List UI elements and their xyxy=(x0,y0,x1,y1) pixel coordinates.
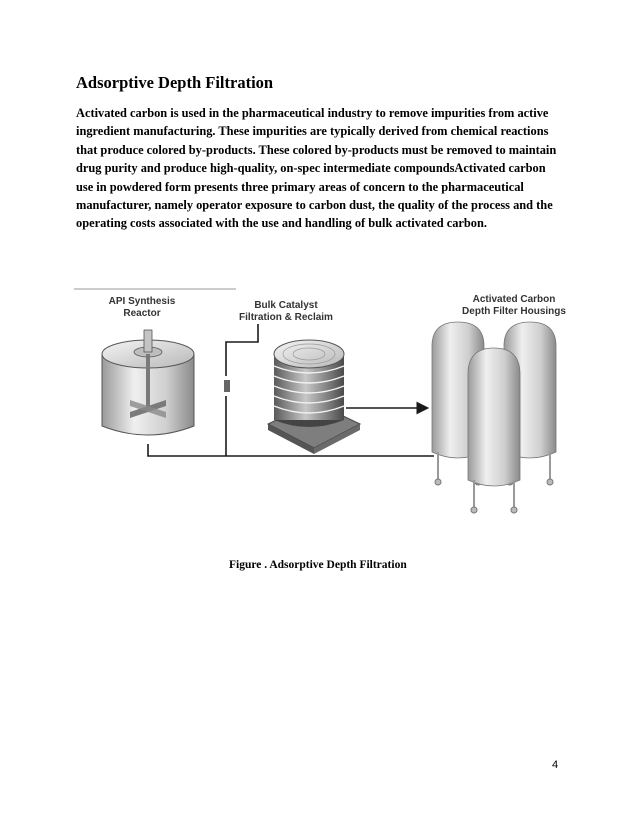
pipe-reactor-outlet xyxy=(148,444,226,456)
paragraph-line: use in powdered form presents three primary areas of concern to the pharmaceutical xyxy=(76,179,524,194)
process-diagram xyxy=(74,284,570,524)
paragraph-line: ingredient manufacturing. These impurities are typically derived from chemical reactions xyxy=(76,124,549,139)
paragraph-line: manufacturer, namely operator exposure to carbon dust, the quality of the process and the xyxy=(76,198,553,213)
page-number: 4 xyxy=(552,759,559,771)
housings-label-line2: Depth Filter Housings xyxy=(462,306,566,317)
paragraph-line: drug purity and produce high-quality, on-spec intermediate compoundsActivated carbon xyxy=(76,161,546,176)
filter-housings xyxy=(432,322,556,513)
pipe-reactor-to-catalyst xyxy=(226,324,258,376)
reactor-label-line2: Reactor xyxy=(123,308,161,319)
process-diagram-svg xyxy=(74,284,570,524)
housings-label-line1: Activated Carbon xyxy=(472,294,556,305)
figure-caption: Figure . Adsorptive Depth Filtration xyxy=(229,559,407,571)
paragraph-line: operating costs associated with the use and handling of bulk activated carbon. xyxy=(76,216,487,231)
paragraph-line: that produce colored by-products. These colored by-products must be removed to maintain xyxy=(76,142,557,157)
reactor-label-line1: API Synthesis xyxy=(108,296,176,307)
body-paragraph xyxy=(76,104,566,233)
catalyst-filter xyxy=(268,340,360,454)
page-title: Adsorptive Depth Filtration xyxy=(76,73,274,92)
paragraph-line: Activated carbon is used in the pharmaceutical industry to remove impurities from active xyxy=(76,106,549,120)
catalyst-label-line1: Bulk Catalyst xyxy=(254,300,318,311)
reactor-vessel xyxy=(102,330,230,435)
housing-front xyxy=(468,348,520,513)
catalyst-label-line2: Filtration & Reclaim xyxy=(239,312,333,323)
